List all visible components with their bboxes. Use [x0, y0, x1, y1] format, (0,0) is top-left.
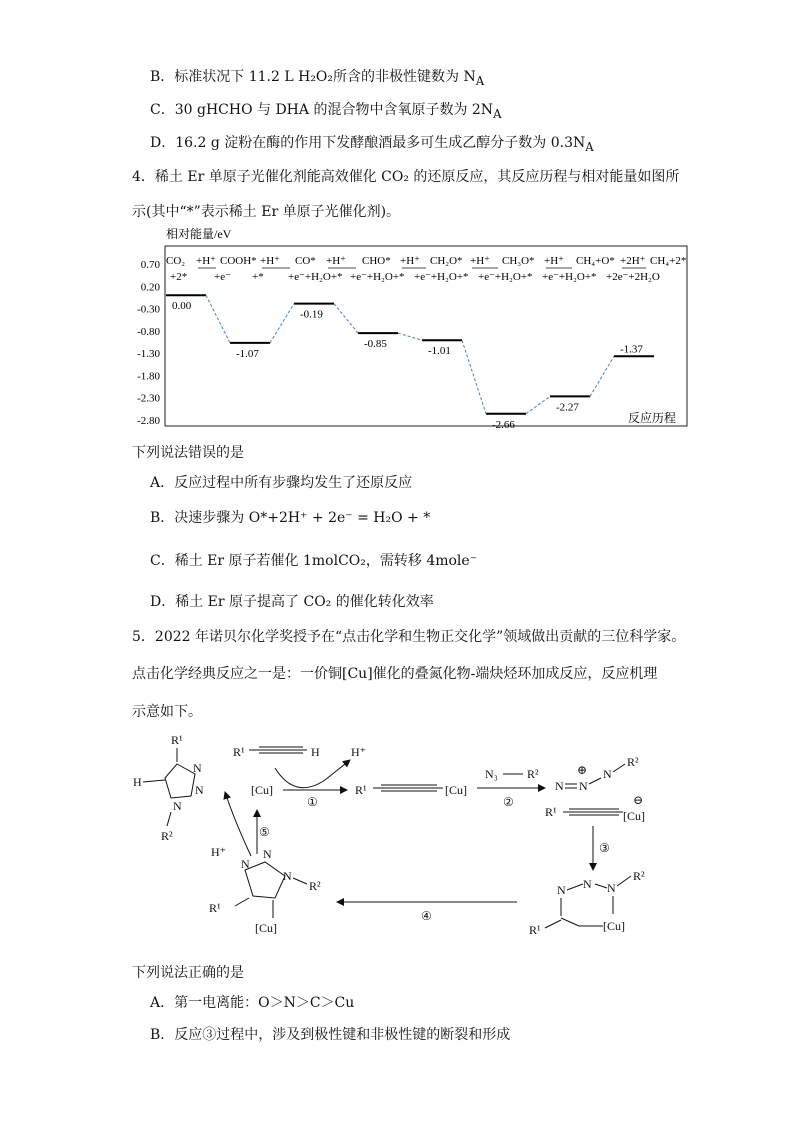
q4-option-c: C．稀土 Er 原子若催化 1molCO₂，需转移 4mole⁻ — [150, 553, 478, 569]
y-tick-label: -1.30 — [137, 348, 160, 361]
plus-charge: ⊕ — [577, 763, 588, 777]
triazole-h-product — [133, 733, 204, 843]
species-top-label: CH₃O* — [502, 255, 535, 267]
y-ticks — [137, 259, 160, 427]
energy-chart — [130, 224, 700, 432]
cu-atom: [Cu] — [255, 921, 277, 935]
n-atom: N — [557, 883, 566, 897]
step-5: ⑤ — [259, 825, 270, 839]
cu-symbol: [Cu] — [342, 666, 373, 682]
energy-connector — [206, 295, 230, 343]
cu-atom: [Cu] — [445, 783, 467, 797]
subscript: A — [585, 139, 594, 154]
r1-label: R¹ — [209, 901, 221, 915]
species-bottom-label: +e⁻+H₂O+* — [542, 271, 597, 283]
species-bottom-label: +e⁻+H₂O+* — [288, 271, 343, 283]
q4-stem-line2: 示(其中“*”表示稀土 Er 单原子光催化剂)。 — [132, 204, 401, 220]
step-2: ② — [503, 795, 514, 809]
energy-connector — [398, 333, 422, 340]
h-plus: H⁺ — [211, 845, 226, 859]
n-atom: N — [283, 869, 292, 883]
azide-cu-complex — [545, 755, 645, 823]
y-tick-label: 0.20 — [140, 281, 160, 294]
species-top-label: CHO* — [362, 255, 391, 267]
species-bottom-label: +e⁻+H₂O+* — [414, 271, 469, 283]
x-axis-label: 反应历程 — [628, 411, 677, 425]
y-tick-label: -2.80 — [137, 415, 160, 427]
q4-option-d: D．稀土 Er 原子提高了 CO₂ 的催化转化效率 — [150, 594, 434, 610]
subscript: A — [475, 73, 485, 88]
species-bottom-label: +2e⁻+2H₂O — [606, 271, 660, 283]
n-atom: N — [607, 881, 616, 895]
species-bottom-label: +2* — [170, 271, 188, 283]
species-top-label: CH₄+O* — [576, 255, 615, 267]
q4-option-a: A．反应过程中所有步骤均发生了还原反应 — [150, 475, 413, 491]
h-atom: H — [311, 745, 320, 759]
q5-stem-line2 — [132, 665, 657, 683]
option-d-prev — [150, 134, 594, 156]
n-atom: N — [195, 783, 204, 797]
q4-option-b: B．决速步骤为 O*+2H⁺ + 2e⁻ = H₂O + * — [150, 510, 431, 526]
r1-label: R¹ — [233, 745, 245, 759]
species-bottom-label: +* — [252, 271, 264, 283]
mechanism-diagram — [125, 730, 645, 955]
y-tick-label: -0.30 — [137, 303, 160, 316]
energy-value-label: -1.01 — [428, 345, 451, 358]
option-text: B．标准状况下 11.2 L H₂O₂所含的非极性键数为 N — [150, 69, 476, 85]
energy-connector — [590, 356, 614, 396]
species-bottom-label: +e⁻+H₂O+* — [350, 271, 405, 283]
n-atom: N — [579, 779, 588, 793]
option-b-prev — [150, 68, 484, 90]
n-atom: N — [583, 877, 592, 891]
q5-prompt: 下列说法正确的是 — [132, 965, 244, 981]
energy-value-label: -2.66 — [492, 418, 515, 431]
q4-prompt: 下列说法错误的是 — [132, 445, 244, 461]
r2-label: R² — [309, 879, 321, 893]
minus-charge: ⊖ — [633, 793, 644, 807]
energy-value-label: -1.07 — [236, 347, 259, 360]
n-atom: N — [263, 847, 272, 861]
species-top-label: +H⁺ — [470, 255, 490, 267]
energy-value-label: -2.27 — [556, 401, 579, 414]
text: 点击化学经典反应之一是：一价铜 — [132, 666, 342, 682]
species-labels — [166, 255, 686, 283]
r2-label: R² — [633, 869, 645, 883]
species-top-label: CO₂ — [166, 255, 186, 267]
r1-label: R¹ — [529, 923, 541, 937]
n-atom: N — [555, 779, 564, 793]
species-top-label: CH₂O* — [430, 255, 463, 267]
species-top-label: CH₄+2* — [650, 255, 687, 267]
species-top-label: +2H⁺ — [620, 255, 646, 267]
n-atom: N — [193, 761, 202, 775]
step-3: ③ — [599, 841, 610, 855]
option-text: C．30 gHCHO 与 DHA 的混合物中含氧原子数为 2N — [150, 102, 494, 118]
q5-option-b: B．反应③过程中，涉及到极性键和非极性键的断裂和形成 — [150, 1027, 511, 1043]
h-plus: H⁺ — [351, 745, 366, 759]
energy-value-label: -0.85 — [364, 338, 387, 351]
species-top-label: +H⁺ — [400, 255, 420, 267]
subscript: A — [493, 106, 502, 121]
n-atom: N — [241, 857, 250, 871]
energy-value-label: -1.37 — [620, 343, 643, 356]
azide: N₃ — [485, 767, 498, 781]
cu-metallacycle — [529, 869, 645, 937]
y-tick-label: -2.30 — [137, 392, 160, 405]
r1-label: R¹ — [355, 783, 367, 797]
q5-option-a: A．第一电离能：O＞N＞C＞Cu — [150, 995, 355, 1011]
h-atom: H — [133, 775, 142, 789]
step-4: ④ — [421, 909, 432, 923]
q5-stem-line3: 示意如下。 — [132, 704, 202, 720]
r2-label: R² — [627, 755, 639, 769]
n-atom: N — [603, 767, 612, 781]
r1-label: R¹ — [545, 805, 557, 819]
q5-stem-line1: 5．2022 年诺贝尔化学奖授予在“点击化学和生物正交化学”领域做出贡献的三位科学家。 — [132, 629, 686, 645]
r2-label: R² — [527, 767, 539, 781]
y-tick-label: -0.80 — [137, 325, 160, 338]
energy-connector — [462, 340, 486, 414]
option-c-prev — [150, 101, 501, 123]
species-top-label: +H⁺ — [544, 255, 564, 267]
y-tick-label: 0.70 — [140, 259, 160, 271]
n-atom: N — [173, 799, 182, 813]
species-top-label: +H⁺ — [196, 255, 216, 267]
energy-connector — [270, 304, 294, 343]
option-text: D．16.2 g 淀粉在酶的作用下发酵酿酒最多可生成乙醇分子数为 0.3N — [150, 135, 586, 151]
text: 催化的叠氮化物-端炔烃环加成反应，反应机理 — [372, 666, 658, 682]
y-axis-label: 相对能量/eV — [166, 227, 232, 241]
y-tick-label: -1.80 — [137, 370, 160, 383]
energy-value-label: -0.19 — [300, 308, 323, 321]
step-1: ① — [307, 795, 318, 809]
cu-triazolide — [209, 847, 321, 935]
cu-catalyst: [Cu] — [251, 783, 273, 797]
q4-stem-line1: 4．稀土 Er 单原子光催化剂能高效催化 CO₂ 的还原反应，其反应历程与相对能量如图所 — [132, 169, 680, 185]
species-bottom-label: +e⁻+H₂O+* — [478, 271, 533, 283]
energy-value-label: 0.00 — [172, 300, 192, 313]
energy-levels — [166, 295, 654, 431]
species-top-label: CO* — [295, 255, 316, 267]
species-top-label: COOH* — [220, 255, 257, 267]
cu-atom: [Cu] — [623, 809, 645, 823]
species-bottom-label: +e⁻ — [214, 271, 231, 283]
cu-atom: [Cu] — [603, 919, 625, 933]
species-top-label: +H⁺ — [260, 255, 280, 267]
energy-connector — [526, 396, 550, 413]
r1-label: R¹ — [171, 733, 183, 747]
energy-connector — [334, 304, 358, 333]
species-top-label: +H⁺ — [326, 255, 346, 267]
r2-label: R² — [161, 829, 173, 843]
